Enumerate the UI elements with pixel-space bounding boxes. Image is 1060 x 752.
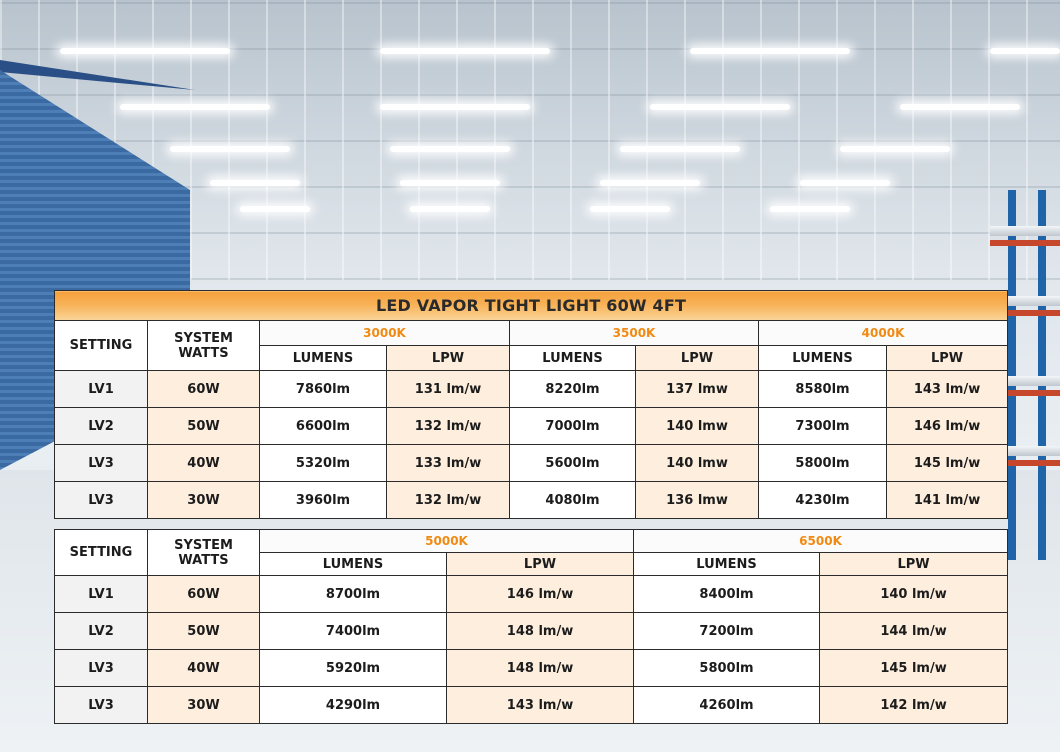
lpw-cell: 132 lm/w xyxy=(387,482,510,519)
lumens-cell: 8220lm xyxy=(510,371,636,408)
watts-cell: 40W xyxy=(148,650,260,687)
lpw-cell: 145 lm/w xyxy=(887,445,1008,482)
lpw-header: LPW xyxy=(820,553,1008,576)
lpw-cell: 148 lm/w xyxy=(447,613,634,650)
ceiling-lamp xyxy=(240,206,310,212)
ceiling-lamp xyxy=(380,48,550,54)
setting-cell: LV1 xyxy=(55,371,148,408)
system-watts-header: SYSTEM WATTS xyxy=(148,321,260,371)
lumens-cell: 4290lm xyxy=(260,687,447,724)
lpw-header: LPW xyxy=(447,553,634,576)
lumens-cell: 6600lm xyxy=(260,408,387,445)
lpw-cell: 140 lm/w xyxy=(820,576,1008,613)
lumens-cell: 8400lm xyxy=(634,576,820,613)
ceiling-lamp xyxy=(650,104,790,110)
lpw-cell: 143 lm/w xyxy=(887,371,1008,408)
ceiling-lamp xyxy=(390,146,510,152)
watts-cell: 30W xyxy=(148,482,260,519)
ceiling-lamp xyxy=(590,206,670,212)
lumens-header: LUMENS xyxy=(759,346,887,371)
lpw-cell: 131 lm/w xyxy=(387,371,510,408)
watts-cell: 60W xyxy=(148,371,260,408)
watts-cell: 30W xyxy=(148,687,260,724)
rack-pipe xyxy=(990,226,1060,236)
ceiling-lamp xyxy=(900,104,1020,110)
ceiling-lamp xyxy=(400,180,500,186)
lumens-cell: 4260lm xyxy=(634,687,820,724)
ceiling-lamp xyxy=(770,206,850,212)
lpw-cell: 136 lmw xyxy=(636,482,759,519)
spec-table-1 xyxy=(54,290,1008,519)
watts-cell: 40W xyxy=(148,445,260,482)
lumens-cell: 7200lm xyxy=(634,613,820,650)
ceiling-lamp xyxy=(170,146,290,152)
lumens-cell: 5320lm xyxy=(260,445,387,482)
lumens-cell: 7400lm xyxy=(260,613,447,650)
watts-cell: 50W xyxy=(148,613,260,650)
lpw-cell: 146 lm/w xyxy=(447,576,634,613)
table-row xyxy=(55,650,1008,687)
table-title: LED VAPOR TIGHT LIGHT 60W 4FT xyxy=(55,291,1008,321)
ceiling-lamp xyxy=(990,48,1060,54)
ceiling-lamp xyxy=(60,48,230,54)
lpw-cell: 132 lm/w xyxy=(387,408,510,445)
table-row xyxy=(55,576,1008,613)
lpw-cell: 137 lmw xyxy=(636,371,759,408)
setting-cell: LV2 xyxy=(55,613,148,650)
lpw-cell: 145 lm/w xyxy=(820,650,1008,687)
lpw-cell: 141 lm/w xyxy=(887,482,1008,519)
lumens-cell: 8700lm xyxy=(260,576,447,613)
ceiling-lamp xyxy=(120,104,270,110)
setting-cell: LV1 xyxy=(55,576,148,613)
setting-cell: LV3 xyxy=(55,482,148,519)
temp-5000k-header: 5000K xyxy=(260,530,634,553)
lumens-cell: 7300lm xyxy=(759,408,887,445)
lumens-cell: 5920lm xyxy=(260,650,447,687)
ceiling-lamp xyxy=(620,146,740,152)
lumens-cell: 7860lm xyxy=(260,371,387,408)
temp-6500k-header: 6500K xyxy=(634,530,1008,553)
rack-arm xyxy=(990,240,1060,246)
ceiling-lamp xyxy=(410,206,490,212)
lpw-cell: 140 lmw xyxy=(636,408,759,445)
table-row xyxy=(55,687,1008,724)
lpw-cell: 133 lm/w xyxy=(387,445,510,482)
lpw-cell: 144 lm/w xyxy=(820,613,1008,650)
ceiling-lamp xyxy=(800,180,890,186)
lpw-cell: 148 lm/w xyxy=(447,650,634,687)
lumens-cell: 4230lm xyxy=(759,482,887,519)
lumens-header: LUMENS xyxy=(260,553,447,576)
watts-cell: 60W xyxy=(148,576,260,613)
ceiling-lamp xyxy=(380,104,530,110)
setting-cell: LV3 xyxy=(55,687,148,724)
lpw-header: LPW xyxy=(387,346,510,371)
setting-cell: LV2 xyxy=(55,408,148,445)
ceiling-lamp xyxy=(600,180,700,186)
lumens-cell: 5600lm xyxy=(510,445,636,482)
temp-3000k-header: 3000K xyxy=(260,321,510,346)
temp-4000k-header: 4000K xyxy=(759,321,1008,346)
lumens-cell: 7000lm xyxy=(510,408,636,445)
table-row xyxy=(55,371,1008,408)
system-watts-header: SYSTEM WATTS xyxy=(148,530,260,576)
table-row xyxy=(55,482,1008,519)
ceiling-lamp xyxy=(840,146,950,152)
lumens-cell: 5800lm xyxy=(759,445,887,482)
lumens-cell: 3960lm xyxy=(260,482,387,519)
lumens-header: LUMENS xyxy=(510,346,636,371)
setting-cell: LV3 xyxy=(55,445,148,482)
temp-3500k-header: 3500K xyxy=(510,321,759,346)
lpw-cell: 142 lm/w xyxy=(820,687,1008,724)
table-row xyxy=(55,613,1008,650)
lumens-header: LUMENS xyxy=(260,346,387,371)
lpw-header: LPW xyxy=(636,346,759,371)
spec-table-2 xyxy=(54,529,1008,724)
lpw-cell: 146 lm/w xyxy=(887,408,1008,445)
lumens-cell: 8580lm xyxy=(759,371,887,408)
setting-cell: LV3 xyxy=(55,650,148,687)
ceiling-lamp xyxy=(690,48,850,54)
lumens-cell: 5800lm xyxy=(634,650,820,687)
lpw-cell: 143 lm/w xyxy=(447,687,634,724)
lumens-cell: 4080lm xyxy=(510,482,636,519)
watts-cell: 50W xyxy=(148,408,260,445)
table-row xyxy=(55,408,1008,445)
lpw-header: LPW xyxy=(887,346,1008,371)
ceiling-lamp xyxy=(210,180,300,186)
setting-header: SETTING xyxy=(55,321,148,371)
setting-header: SETTING xyxy=(55,530,148,576)
lumens-header: LUMENS xyxy=(634,553,820,576)
lpw-cell: 140 lmw xyxy=(636,445,759,482)
table-row xyxy=(55,445,1008,482)
